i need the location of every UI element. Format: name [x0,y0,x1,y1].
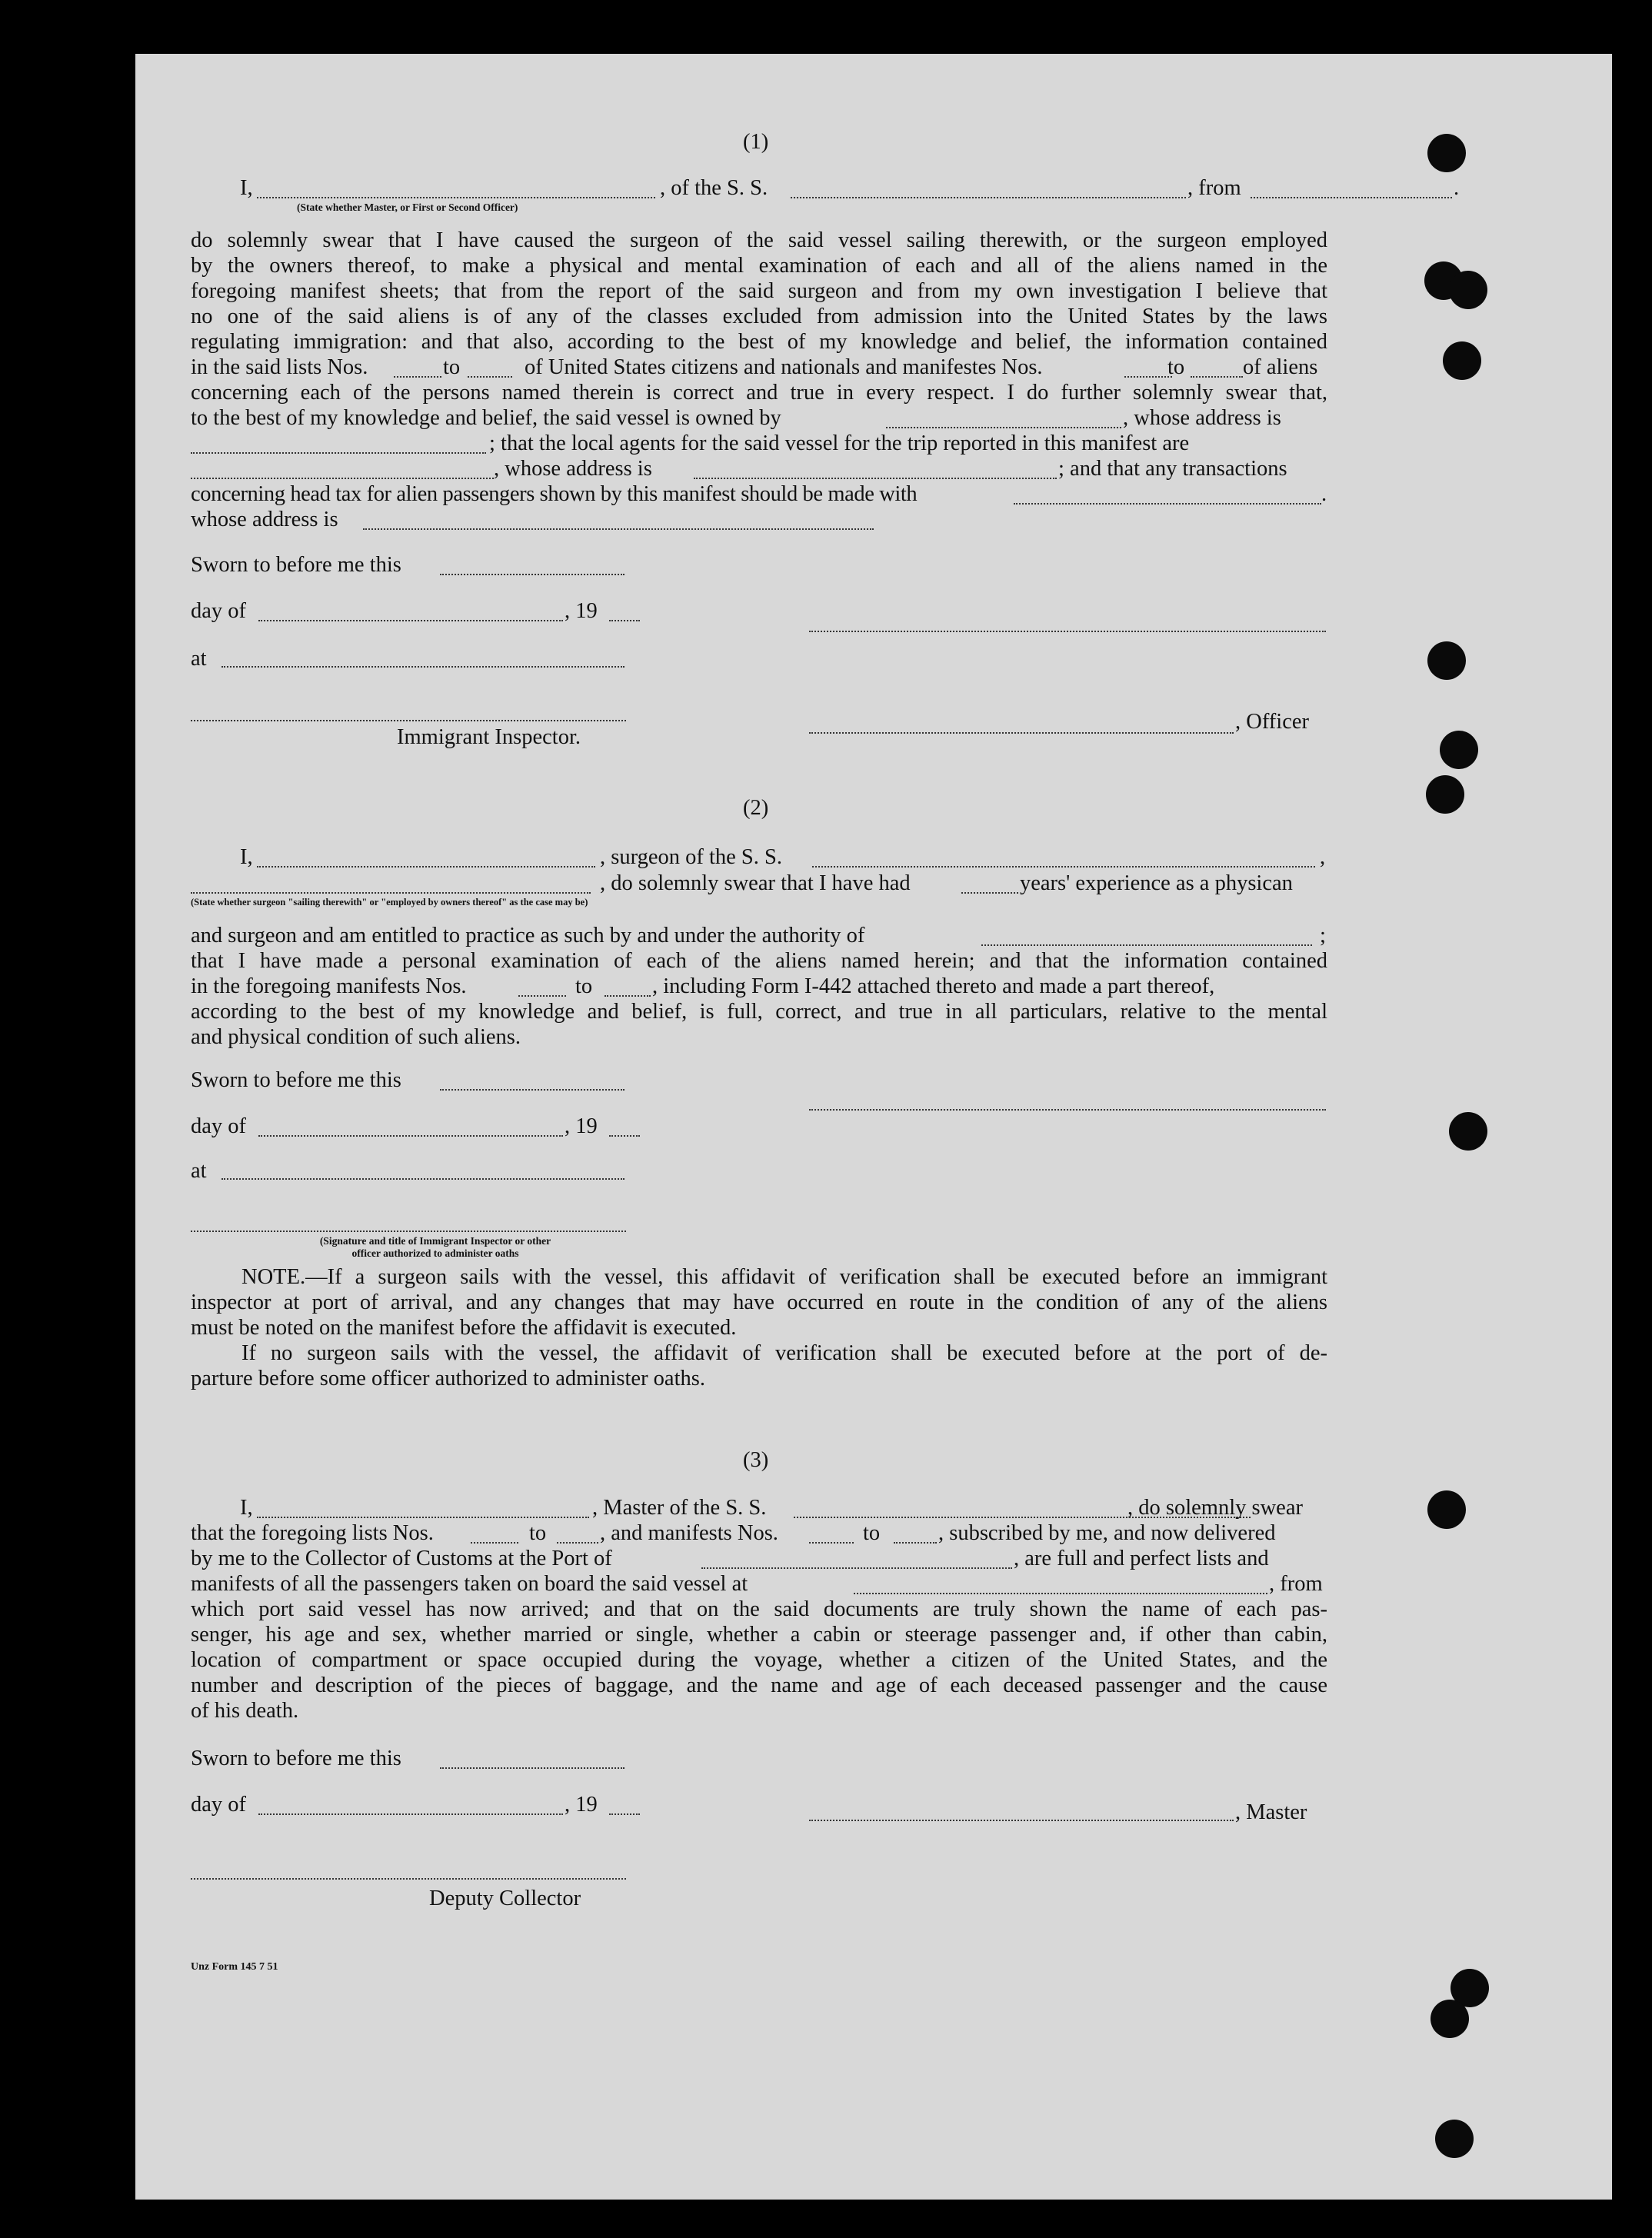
owned-by-label: to the best of my knowledge and belief, the said vessel is owned by [191,406,781,430]
punch-hole [1449,1112,1487,1151]
authority-label: and surgeon and am entitled to practice as such by and under the authority of [191,924,865,947]
manifests-label: in the foregoing manifests Nos. [191,974,467,998]
punch-hole [1440,731,1478,769]
punch-hole [1427,1490,1466,1529]
to-label: to [863,1521,881,1545]
month-field[interactable] [258,620,563,621]
oath-text-line: number and description of the pieces of baggage, and the name and age of each deceased passenger and the cause [191,1674,1327,1697]
month-field[interactable] [258,1135,563,1137]
sworn-day-field[interactable] [440,574,624,575]
year-label: , 19 [565,599,598,623]
list-from-field[interactable] [471,1542,518,1544]
officer-name-field[interactable] [257,197,655,198]
punch-hole [1449,271,1487,309]
head-tax-address-field[interactable] [363,528,874,530]
officer-signature-line[interactable] [809,732,1234,734]
vessel-name-field[interactable] [791,197,1186,198]
aliens-label: of aliens [1243,355,1318,379]
manifest-affidavit-page [135,54,1612,2200]
agents-field[interactable] [191,478,494,479]
perfect-lists-label: , are full and perfect lists and [1014,1547,1269,1570]
note-text-line: must be noted on the manifest before the affidavit is executed. [191,1316,737,1340]
departure-port-field[interactable] [1251,197,1452,198]
head-tax-field[interactable] [1014,503,1321,505]
note-text-line: inspector at port of arrival, and any changes that may have occurred en route in the condition of any of the aliens [191,1291,1327,1314]
form-label: , including Form I-442 attached thereto and made a part thereof, [652,974,1215,998]
punch-hole [1435,2120,1474,2158]
year-label: , 19 [565,1793,598,1817]
oath-text-line: of his death. [191,1699,299,1723]
board-label: manifests of all the passengers taken on board the said vessel at [191,1572,748,1596]
list-to-field[interactable] [468,376,512,378]
day-of-label: day of [191,1114,247,1138]
oath-text-line: that I have made a personal examination of each of the aliens named herein; and that the information contained [191,949,1327,973]
manifest-from-field[interactable] [1124,376,1172,378]
lists-label: in the said lists Nos. [191,355,368,379]
vessel-name-field[interactable] [812,866,1315,868]
list-to-field[interactable] [557,1542,598,1544]
punch-hole [1427,641,1466,680]
sworn-label: Sworn to before me this [191,1747,401,1770]
year-field[interactable] [609,1813,640,1815]
manifests-label: , and manifests Nos. [600,1521,778,1545]
lists-label: that the foregoing lists Nos. [191,1521,434,1545]
manifest-from-field[interactable] [518,995,566,997]
to-label: to [1167,355,1185,379]
signature-line[interactable] [809,631,1326,632]
note-text-line: parture before some officer authorized to administer oaths. [191,1367,705,1390]
sworn-day-field[interactable] [440,1089,624,1091]
experience-label: years' experience as a physican [1020,871,1293,895]
years-field[interactable] [961,892,1018,894]
manifest-to-field[interactable] [1191,376,1243,378]
declarant-prefix: I, [240,1496,253,1520]
to-label: to [529,1521,547,1545]
punch-hole [1426,775,1464,814]
signature-line[interactable] [809,1109,1326,1111]
collector-signature-line[interactable] [191,1878,626,1880]
month-field[interactable] [258,1813,563,1815]
surgeon-name-field[interactable] [257,866,595,868]
punch-hole [1431,2000,1469,2038]
oath-text-line: by the owners thereof, to make a physical and mental examination of each and all of the aliens named in the [191,254,1327,278]
line-end-semicolon: ; [1320,924,1326,947]
declarant-prefix: I, [240,176,253,200]
manifest-to-field[interactable] [894,1542,937,1544]
swear-label: , do solemnly swear that I have had [600,871,911,895]
year-field[interactable] [609,1135,640,1137]
line-end-comma: , [1320,845,1326,869]
oath-text-line: no one of the said aliens is of any of the classes excluded from admission into the United States by the laws [191,305,1327,328]
deputy-collector-title: Deputy Collector [429,1887,581,1910]
note-text-line: NOTE.—If a surgeon sails with the vessel, this affidavit of verification shall be executed before an immigrant [241,1265,1327,1289]
inspector-title: Immigrant Inspector. [397,725,581,749]
inspector-signature-line[interactable] [191,720,626,721]
master-name-field[interactable] [257,1517,589,1518]
place-field[interactable] [221,1178,624,1180]
oath-text-line: which port said vessel has now arrived; and that on the said documents are truly shown the name of each pas- [191,1597,1327,1621]
declarant-prefix: I, [240,845,253,869]
owner-address-field[interactable] [191,452,486,454]
line-end-period: . [1454,176,1460,200]
note-text-line: If no surgeon sails with the vessel, the affidavit of verification shall be executed before at the port of de- [241,1341,1327,1365]
at-label: at [191,1159,207,1183]
oath-text-line: senger, his age and sex, whether married or single, whether a cabin or steerage passenger and, if other than cabin, [191,1623,1327,1647]
owner-field[interactable] [886,427,1121,428]
from-label: , from [1269,1572,1323,1596]
authority-field[interactable] [981,944,1312,946]
from-label: , from [1187,176,1241,200]
punch-hole [1443,341,1481,380]
year-field[interactable] [609,620,640,621]
section-number: (3) [743,1448,769,1472]
section-number: (1) [743,130,769,154]
manifest-from-field[interactable] [809,1542,854,1544]
master-title: , Master [1235,1800,1307,1824]
whose-address-label: whose address is [191,508,338,531]
agents-label: ; that the local agents for the said vessel for the trip reported in this manifest are [489,431,1190,455]
signature-note: (Signature and title of Immigrant Inspector or other [319,1235,551,1247]
oath-text-line: foregoing manifest sheets; that from the report of the said surgeon and from my own investigation I believe that [191,279,1327,303]
inspector-signature-line[interactable] [191,1231,626,1232]
master-of-ss-label: , Master of the S. S. [592,1496,767,1520]
sworn-label: Sworn to before me this [191,553,401,577]
transactions-label: ; and that any transactions [1058,457,1287,481]
oath-text-line: concerning each of the persons named therein is correct and true in every respect. I do further solemnly swear that, [191,381,1327,405]
sworn-label: Sworn to before me this [191,1068,401,1092]
agents-address-field[interactable] [694,478,1057,479]
form-number: Unz Form 145 7 51 [191,1961,278,1973]
day-of-label: day of [191,1793,247,1817]
whose-address-label: , whose address is [494,457,652,481]
year-label: , 19 [565,1114,598,1138]
surgeon-status-field[interactable] [191,892,591,894]
punch-hole [1427,134,1466,172]
to-label: to [443,355,461,379]
place-field[interactable] [221,666,624,668]
officer-note: (State whether Master, or First or Second Officer) [297,201,518,213]
officer-title: , Officer [1235,710,1310,734]
citizens-label: of United States citizens and nationals and manifestes Nos. [525,355,1043,379]
surgeon-note: (State whether surgeon "sailing therewith" or "employed by owners thereof" as the case may be) [191,897,588,908]
port-field[interactable] [701,1567,1012,1569]
whose-address-label: , whose address is [1123,406,1281,430]
oath-text-line: and physical condition of such aliens. [191,1025,521,1049]
master-signature-line[interactable] [809,1820,1234,1821]
delivered-label: , subscribed by me, and now delivered [938,1521,1276,1545]
oath-text-line: regulating immigration: and that also, according to the best of my knowledge and belief, the information contained [191,330,1327,354]
oath-text-line: do solemnly swear that I have caused the surgeon of the said vessel sailing therewith, or the surgeon employed [191,228,1327,252]
manifest-to-field[interactable] [605,995,651,997]
day-of-label: day of [191,599,247,623]
swear-label: , do solemnly swear [1127,1496,1303,1520]
at-label: at [191,647,207,671]
oath-text-line: location of compartment or space occupied during the voyage, whether a citizen of the United States, and the [191,1648,1327,1672]
line-end-period: . [1321,482,1327,506]
to-label: to [575,974,593,998]
section-number: (2) [743,796,769,820]
oath-text-line: according to the best of my knowledge and belief, is full, correct, and true in all particulars, relative to the mental [191,1000,1327,1024]
signature-note: officer authorized to administer oaths [351,1247,519,1259]
head-tax-label: concerning head tax for alien passengers shown by this manifest should be made with [191,482,918,506]
boarding-port-field[interactable] [854,1593,1267,1594]
of-ss-label: , of the S. S. [660,176,768,200]
list-from-field[interactable] [394,376,441,378]
sworn-day-field[interactable] [440,1767,624,1769]
port-label: by me to the Collector of Customs at the Port of [191,1547,612,1570]
surgeon-of-ss-label: , surgeon of the S. S. [600,845,782,869]
